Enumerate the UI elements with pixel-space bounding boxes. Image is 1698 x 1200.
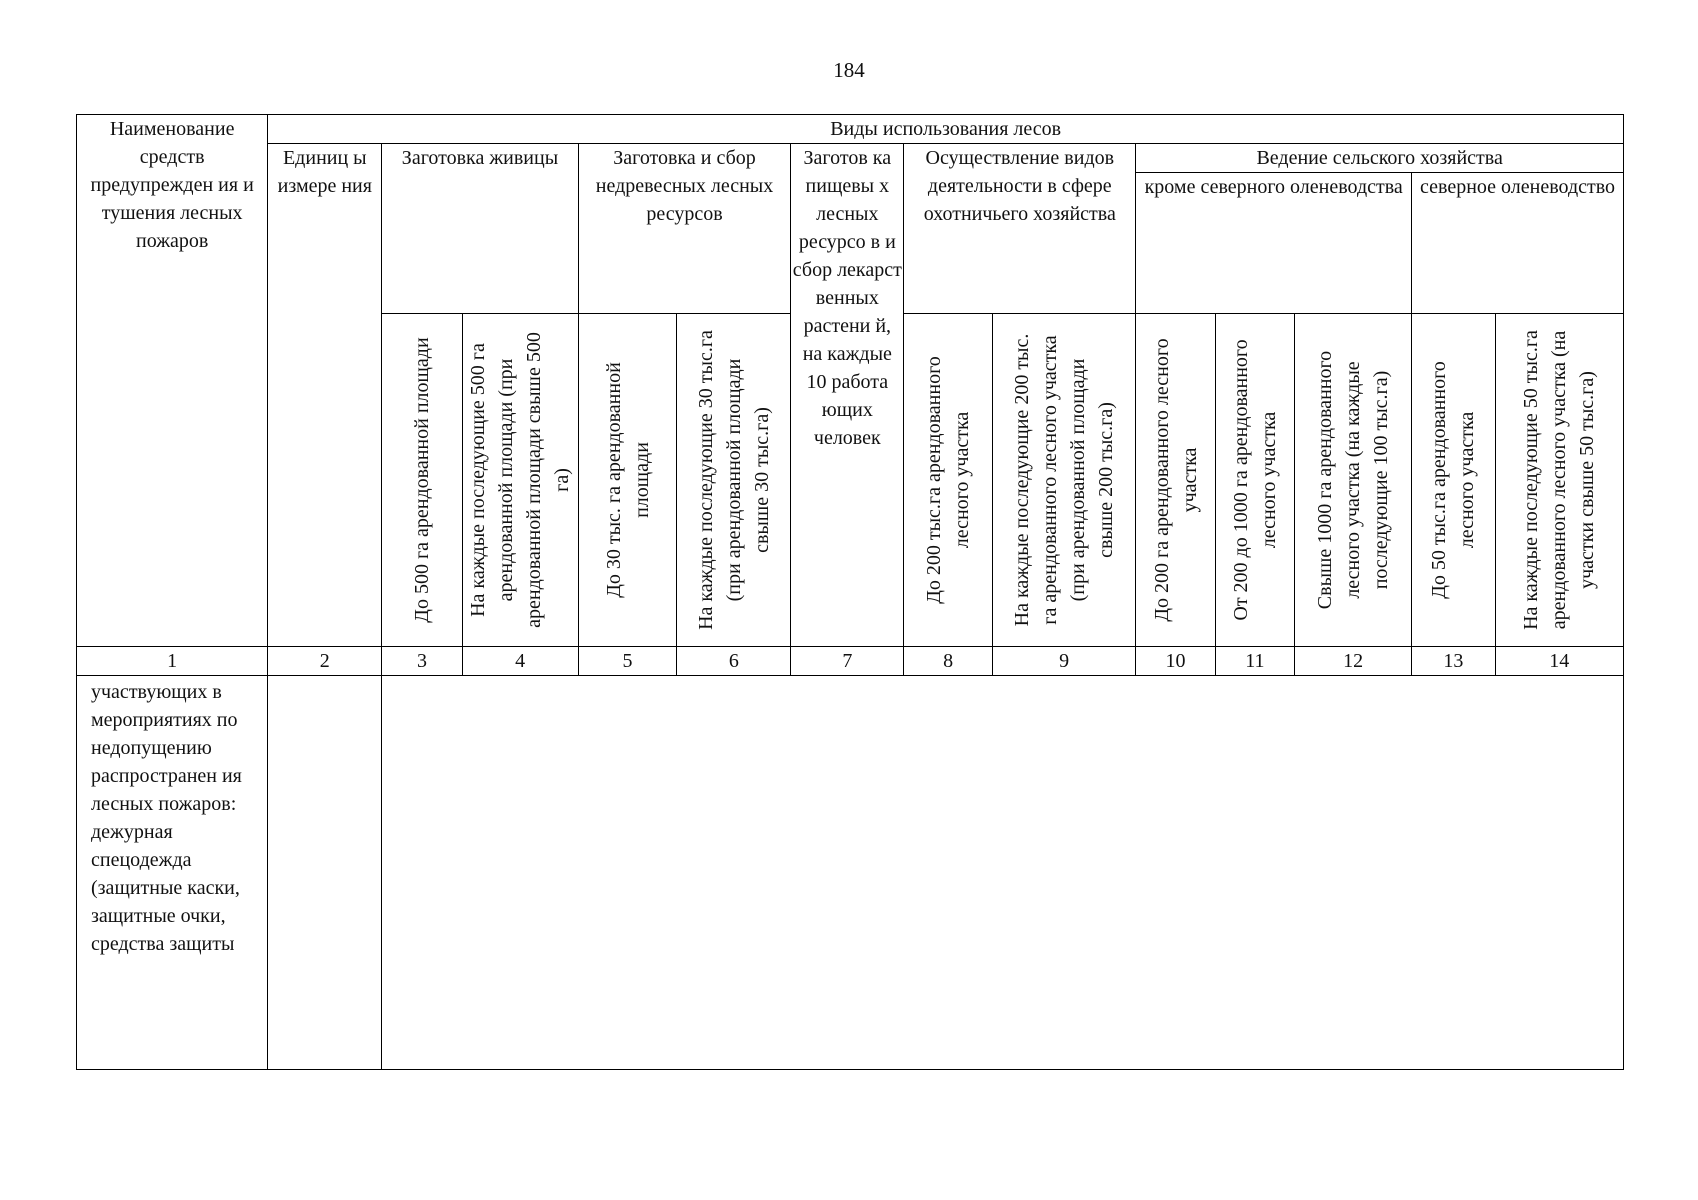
column-number: 12: [1295, 647, 1412, 676]
column-number: 10: [1136, 647, 1215, 676]
subheader-13: До 50 тыс.га арендованного лесного участка: [1428, 361, 1479, 599]
subheader-cell: [1215, 313, 1294, 646]
header-name-col: Наименование средств предупрежден ия и тушения лесных пожаров: [77, 115, 268, 647]
header-agri-reindeer: северное оленеводство: [1412, 173, 1624, 314]
header-nonwood: Заготовка и сбор недревесных лесных ресурсов: [578, 144, 791, 314]
column-number: 11: [1215, 647, 1294, 676]
subheader-cell: [1295, 313, 1412, 646]
body-name-cell: участвующих в мероприятиях по недопущению распространен ия лесных пожаров: дежурная спецодежда (защитные каски, защитные очки, средства защиты: [77, 676, 268, 1070]
subheader-12: Свыше 1000 га арендованного лесного участка (на каждые последующие 100 тыс.га): [1314, 350, 1393, 610]
column-number: 5: [578, 647, 677, 676]
column-number: 8: [904, 647, 993, 676]
header-agri-nonreindeer: кроме северного оленеводства: [1136, 173, 1412, 314]
column-number: 2: [268, 647, 382, 676]
header-resin: Заготовка живицы: [382, 144, 578, 314]
column-number: 9: [992, 647, 1135, 676]
subheader-5: До 30 тыс. га арендованной площади: [602, 362, 653, 598]
subheader-9: На каждые последующие 200 тыс. га арендованного лесного участка (при арендованной площади свыше 200 тыс.га): [1011, 333, 1118, 627]
header-agri: Ведение сельского хозяйства: [1136, 144, 1624, 173]
subheader-8: До 200 тыс.га арендованного лесного участка: [923, 356, 974, 604]
column-number: 6: [677, 647, 791, 676]
subheader-14: На каждые последующие 50 тыс.га арендованного лесного участка (на участки свыше 50 тыс.га): [1520, 330, 1599, 630]
header-unit-col: Единиц ы измере ния: [268, 144, 382, 647]
column-number: 3: [382, 647, 462, 676]
column-number: 7: [791, 647, 904, 676]
column-number: 13: [1412, 647, 1495, 676]
header-food: Заготов ка пищевы х лесных ресурсо в и сбор лекарст венных растени й, на каждые 10 работа ющих человек: [791, 144, 904, 647]
header-uses-group: Виды использования лесов: [268, 115, 1624, 144]
subheader-cell: [382, 313, 462, 646]
subheader-cell: [1495, 313, 1623, 646]
subheader-6: На каждые последующие 30 тыс.га (при арендованной площади свыше 30 тыс.га): [694, 330, 773, 630]
subheader-3: До 500 га арендованной площади: [410, 337, 433, 623]
subheader-cell: [904, 313, 993, 646]
column-number: 14: [1495, 647, 1623, 676]
subheader-cell: [677, 313, 791, 646]
column-number: 1: [77, 647, 268, 676]
body-unit-cell: [268, 676, 382, 1070]
subheader-cell: [578, 313, 677, 646]
subheader-10: До 200 га арендованного лесного участка: [1150, 338, 1201, 622]
table-row: [77, 676, 1624, 1070]
subheader-11: От 200 до 1000 га арендованного лесного участка: [1229, 339, 1280, 621]
subheader-cell: [992, 313, 1135, 646]
subheader-cell: [1136, 313, 1215, 646]
subheader-cell: [462, 313, 578, 646]
subheader-4: На каждые последующие 500 га арендованной площади (при арендованной площади свыше 500 га): [467, 332, 574, 628]
forest-fire-equipment-table: [76, 114, 1624, 1070]
header-hunting: Осуществление видов деятельности в сфере охотничьего хозяйства: [904, 144, 1136, 314]
column-number: 4: [462, 647, 578, 676]
page-number: 184: [833, 58, 865, 82]
body-values-cell: [382, 676, 1624, 1070]
column-number-row: [77, 647, 1624, 676]
subheader-cell: [1412, 313, 1495, 646]
